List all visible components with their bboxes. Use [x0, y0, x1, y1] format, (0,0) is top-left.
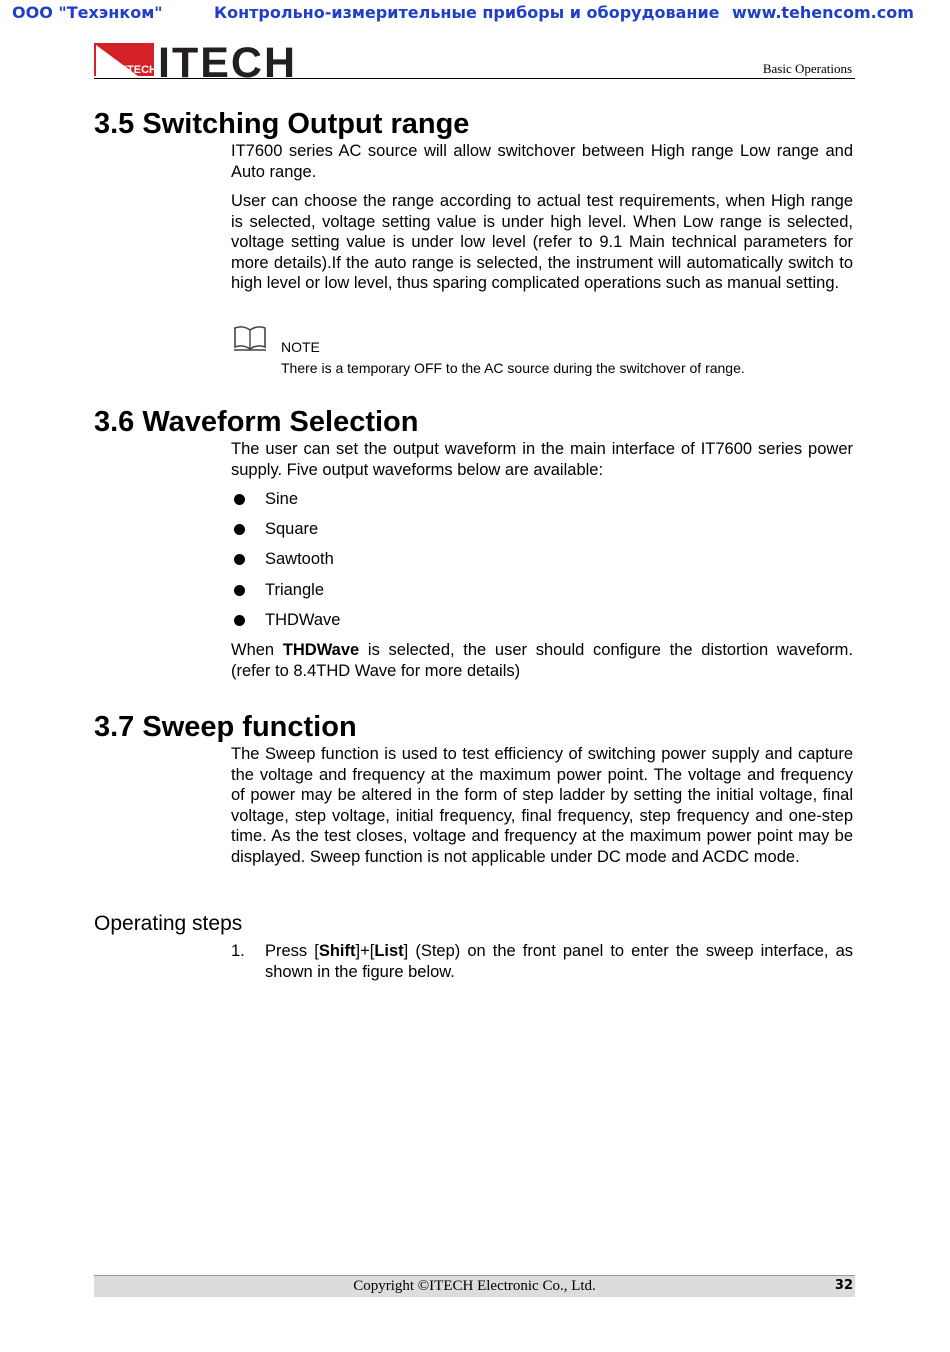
header-section-title: Basic Operations — [762, 61, 852, 76]
list-item: Sawtooth — [231, 548, 340, 578]
top-banner — [0, 0, 950, 26]
sec36-p2-bold: THDWave — [282, 641, 360, 659]
step-text — [265, 941, 853, 982]
header-divider — [94, 78, 855, 79]
sec36-p2-prefix: When — [231, 641, 283, 659]
step-text-c: ] (Step) on the front panel to enter the sweep interface, as shown in the figure below. — [265, 942, 853, 981]
list-item: Square — [231, 518, 340, 548]
sec36-paragraph-2 — [231, 640, 853, 681]
page-number: 32 — [834, 1278, 853, 1293]
heading-3-7: 3.7 Sweep function — [94, 711, 357, 743]
banner-website-link[interactable]: www.tehencom.com — [732, 3, 914, 22]
sec35-paragraph-2: User can choose the range according to actual test requirements, when High range is selected, voltage setting value is under high level. When Low range is selected, voltage setting value is under low level (refer to 9.1 Main technical parameters for more details).If the auto range is selected, the instrument will automatically switch to high level or low level, thus sparing complicated operations such as manual setting. — [231, 192, 853, 292]
itech-logo — [94, 40, 310, 80]
list-item: Sine — [231, 488, 340, 518]
book-icon — [233, 325, 267, 352]
note-label: NOTE — [281, 339, 320, 355]
heading-3-5: 3.5 Switching Output range — [94, 108, 470, 140]
step-text-b: ]+[ — [355, 942, 375, 960]
step-number: 1. — [231, 942, 245, 960]
list-item: Triangle — [231, 579, 340, 609]
key-shift: Shift — [318, 942, 356, 960]
banner-tagline: Контрольно-измерительные приборы и оборудование — [214, 3, 720, 22]
logo-small-text: ITECH — [124, 64, 157, 76]
sec36-paragraph-1: The user can set the output waveform in the main interface of IT7600 series power supply. Five output waveforms below are available: — [231, 440, 853, 479]
key-list: List — [374, 942, 404, 960]
banner-company: ООО "Техэнком" — [12, 3, 163, 22]
footer-copyright: Copyright ©ITECH Electronic Co., Ltd. — [353, 1278, 596, 1294]
waveform-list — [231, 488, 340, 639]
note-text: There is a temporary OFF to the AC source during the switchover of range. — [281, 360, 745, 376]
operating-steps-heading: Operating steps — [94, 912, 243, 935]
step-text-a: Press [ — [265, 942, 319, 960]
list-item: THDWave — [231, 609, 340, 639]
footer — [94, 1275, 855, 1297]
logo-text: ITECH — [158, 40, 297, 80]
sec37-paragraph-1: The Sweep function is used to test efficiency of switching power supply and capture the voltage and frequency at the maximum power point. The voltage and frequency of power may be altered in the form of step ladder by setting the initial voltage, final voltage, step voltage, initial frequency, final frequency, step frequency and one-step time. As the test closes, voltage and frequency at the maximum power point may be displayed. Sweep function is not applicable under DC mode and ACDC mode. — [231, 745, 853, 866]
heading-3-6: 3.6 Waveform Selection — [94, 406, 419, 438]
sec35-paragraph-1: IT7600 series AC source will allow switchover between High range Low range and Auto range. — [231, 142, 853, 181]
sec36-p2-suffix: is selected, the user should configure the distortion waveform. (refer to 8.4THD Wave for more details) — [231, 641, 853, 680]
